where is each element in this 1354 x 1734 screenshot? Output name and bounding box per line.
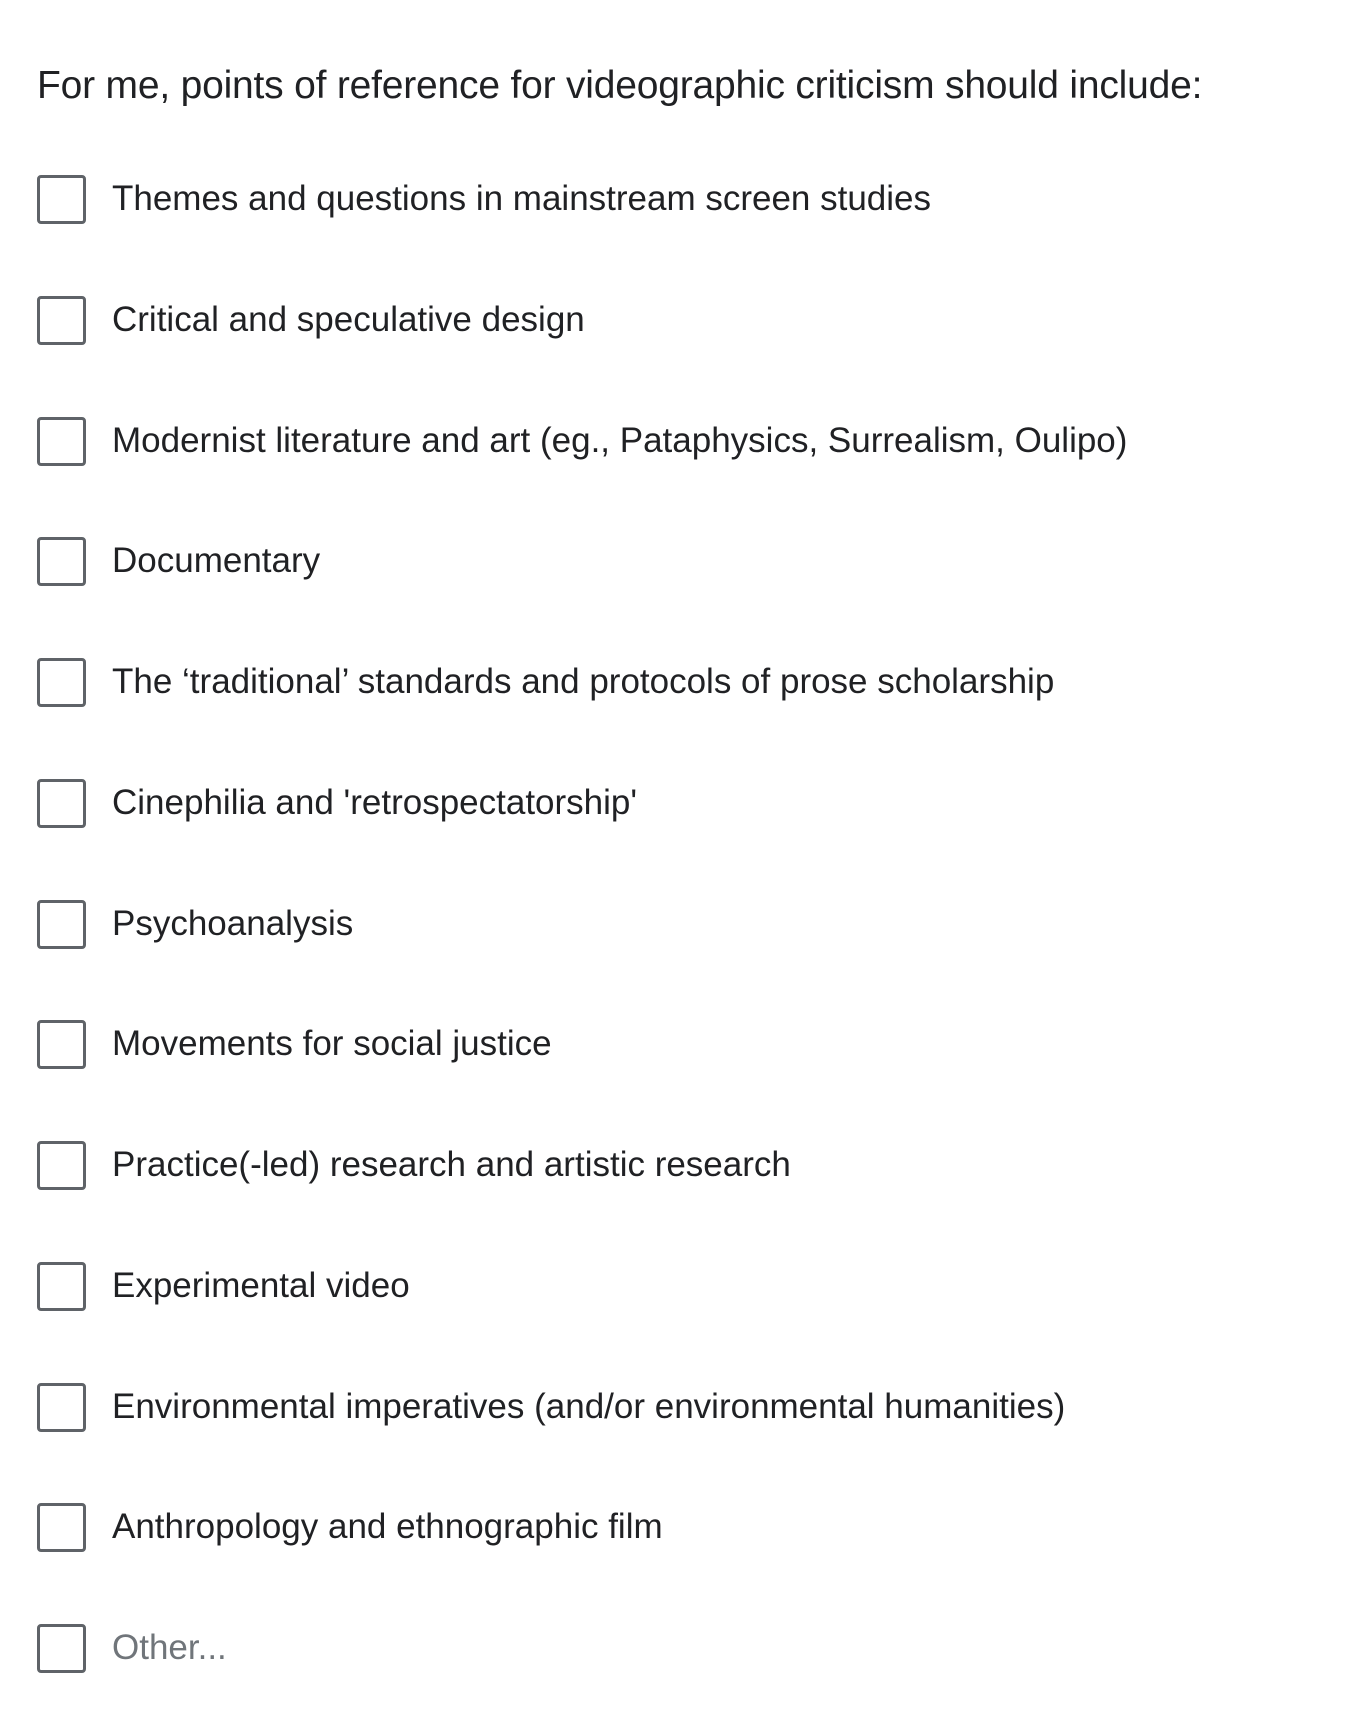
option-critical-speculative-design[interactable]	[37, 294, 585, 346]
checkbox[interactable]	[37, 1020, 86, 1069]
option-environmental-imperatives[interactable]	[37, 1381, 1065, 1433]
option-experimental-video[interactable]	[37, 1260, 410, 1312]
option-label: Themes and questions in mainstream screen studies	[112, 179, 932, 218]
checkbox[interactable]	[37, 1503, 86, 1552]
option-psychoanalysis[interactable]	[37, 898, 353, 950]
option-modernist-literature-art[interactable]	[37, 415, 1127, 467]
option-label: Cinephilia and 'retrospectatorship'	[112, 783, 638, 822]
checkbox[interactable]	[37, 296, 86, 345]
option-label: Modernist literature and art (eg., Pataphysics, Surrealism, Oulipo)	[112, 421, 1128, 460]
checkbox[interactable]	[37, 1262, 86, 1311]
option-cinephilia-retrospectatorship[interactable]	[37, 777, 637, 829]
option-label: Psychoanalysis	[112, 904, 354, 943]
option-documentary[interactable]	[37, 535, 320, 587]
option-label: Environmental imperatives (and/or environmental humanities)	[112, 1387, 1066, 1426]
checkbox[interactable]	[37, 779, 86, 828]
option-anthropology-ethnographic-film[interactable]	[37, 1501, 663, 1553]
option-label: Anthropology and ethnographic film	[112, 1507, 663, 1546]
checkbox[interactable]	[37, 1383, 86, 1432]
option-other[interactable]	[37, 1622, 227, 1674]
option-label: Movements for social justice	[112, 1024, 552, 1063]
option-label: Documentary	[112, 541, 321, 580]
other-placeholder[interactable]: Other...	[112, 1628, 227, 1667]
option-label: Critical and speculative design	[112, 300, 585, 339]
question-title: For me, points of reference for videographic criticism should include:	[37, 64, 1203, 107]
checkbox[interactable]	[37, 175, 86, 224]
option-mainstream-screen-studies[interactable]	[37, 173, 931, 225]
checkbox[interactable]	[37, 900, 86, 949]
option-practice-led-research[interactable]	[37, 1139, 791, 1191]
option-label: The ‘traditional’ standards and protocols of prose scholarship	[112, 662, 1055, 701]
option-traditional-prose-scholarship[interactable]	[37, 656, 1054, 708]
option-label: Practice(-led) research and artistic research	[112, 1145, 791, 1184]
checkbox[interactable]	[37, 537, 86, 586]
checkbox[interactable]	[37, 1141, 86, 1190]
option-label: Experimental video	[112, 1266, 410, 1305]
checkbox[interactable]	[37, 417, 86, 466]
checkbox[interactable]	[37, 658, 86, 707]
option-social-justice[interactable]	[37, 1018, 552, 1070]
checkbox[interactable]	[37, 1624, 86, 1673]
